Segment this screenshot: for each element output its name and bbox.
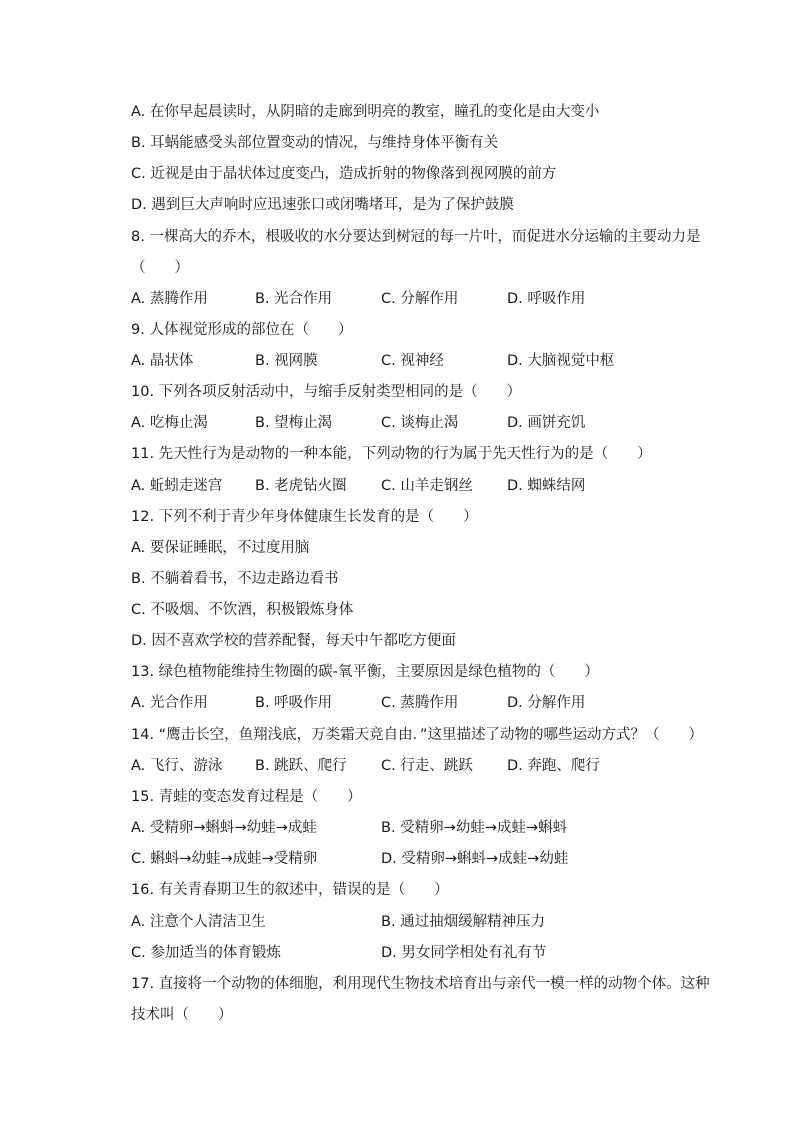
q15-option-d: D. 受精卵→蝌蚪→成蛙→幼蛙: [381, 851, 569, 867]
q16-option-a: A. 注意个人清洁卫生: [131, 914, 266, 930]
q12-option-d: D. 因不喜欢学校的营养配餐，每天中午都吃方便面: [131, 633, 456, 649]
q15-option-a: A. 受精卵→蝌蚪→幼蛙→成蛙: [131, 820, 317, 836]
q10-option-c: C. 谈梅止渴: [381, 415, 459, 431]
question-8: 8. 一棵高大的乔木，根吸收的水分要达到树冠的每一片叶，而促进水分运输的主要动力是: [131, 229, 701, 245]
q12-option-c: C. 不吸烟、不饮酒，积极锻炼身体: [131, 602, 354, 618]
q9-option-a: A. 晶状体: [131, 353, 194, 369]
question-10: 10. 下列各项反射活动中，与缩手反射类型相同的是（ ）: [131, 384, 522, 400]
question-9: 9. 人体视觉形成的部位在（ ）: [131, 322, 353, 338]
q11-option-d: D. 蜘蛛结网: [507, 478, 586, 494]
q16-option-b: B. 通过抽烟缓解精神压力: [381, 914, 546, 930]
q13-option-a: A. 光合作用: [131, 695, 208, 711]
q15-option-b: B. 受精卵→幼蛙→成蛙→蝌蚪: [381, 820, 568, 836]
q8-option-b: B. 光合作用: [255, 291, 333, 307]
question-13: 13. 绿色植物能维持生物圈的碳-氧平衡，主要原因是绿色植物的（ ）: [131, 664, 599, 680]
q12-option-a: A. 要保证睡眠，不过度用脑: [131, 540, 310, 556]
q8-option-a: A. 蒸腾作用: [131, 291, 208, 307]
q16-option-c: C. 参加适当的体育锻炼: [131, 945, 281, 961]
q8-option-d: D. 呼吸作用: [507, 291, 586, 307]
q9-option-d: D. 大脑视觉中枢: [507, 353, 615, 369]
question-16: 16. 有关青春期卫生的叙述中，错误的是（ ）: [131, 882, 449, 898]
q7-option-c: C. 近视是由于晶状体过度变凸，造成折射的物像落到视网膜的前方: [131, 166, 557, 182]
q14-option-b: B. 跳跃、爬行: [255, 758, 347, 774]
question-12: 12. 下列不利于青少年身体健康生长发育的是（ ）: [131, 509, 478, 525]
q13-option-c: C. 蒸腾作用: [381, 695, 459, 711]
q11-option-c: C. 山羊走钢丝: [381, 478, 473, 494]
q10-option-b: B. 望梅止渴: [255, 415, 333, 431]
q7-option-b: B. 耳蜗能感受头部位置变动的情况，与维持身体平衡有关: [131, 135, 499, 151]
q16-option-d: D. 男女同学相处有礼有节: [381, 945, 547, 961]
question-8-blank: （ ）: [131, 260, 189, 276]
q10-option-d: D. 画饼充饥: [507, 415, 586, 431]
question-14: 14. “鹰击长空，鱼翔浅底，万类霜天竞自由．”这里描述了动物的哪些运动方式？（ ）: [131, 727, 703, 743]
q14-option-a: A. 飞行、游泳: [131, 758, 223, 774]
q8-option-c: C. 分解作用: [381, 291, 459, 307]
q9-option-b: B. 视网膜: [255, 353, 318, 369]
q10-option-a: A. 吃梅止渴: [131, 415, 208, 431]
q7-option-a: A. 在你早起晨读时，从阴暗的走廊到明亮的教室，瞳孔的变化是由大变小: [131, 104, 600, 120]
q11-option-b: B. 老虎钻火圈: [255, 478, 347, 494]
q13-option-b: B. 呼吸作用: [255, 695, 333, 711]
question-17-continued: 技术叫（ ）: [131, 1007, 233, 1023]
q14-option-d: D. 奔跑、爬行: [507, 758, 600, 774]
question-15: 15. 青蛙的变态发育过程是（ ）: [131, 789, 362, 805]
q9-option-c: C. 视神经: [381, 353, 444, 369]
q13-option-d: D. 分解作用: [507, 695, 586, 711]
question-11: 11. 先天性行为是动物的一种本能，下列动物的行为属于先天性行为的是（ ）: [131, 446, 652, 462]
q12-option-b: B. 不躺着看书，不边走路边看书: [131, 571, 339, 587]
q15-option-c: C. 蝌蚪→幼蛙→成蛙→受精卵: [131, 851, 318, 867]
q7-option-d: D. 遇到巨大声响时应迅速张口或闭嘴堵耳，是为了保护鼓膜: [131, 197, 514, 213]
question-17: 17. 直接将一个动物的体细胞，利用现代生物技术培育出与亲代一模一样的动物个体。这种: [131, 976, 710, 992]
q14-option-c: C. 行走、跳跃: [381, 758, 473, 774]
q11-option-a: A. 蚯蚓走迷宫: [131, 478, 223, 494]
